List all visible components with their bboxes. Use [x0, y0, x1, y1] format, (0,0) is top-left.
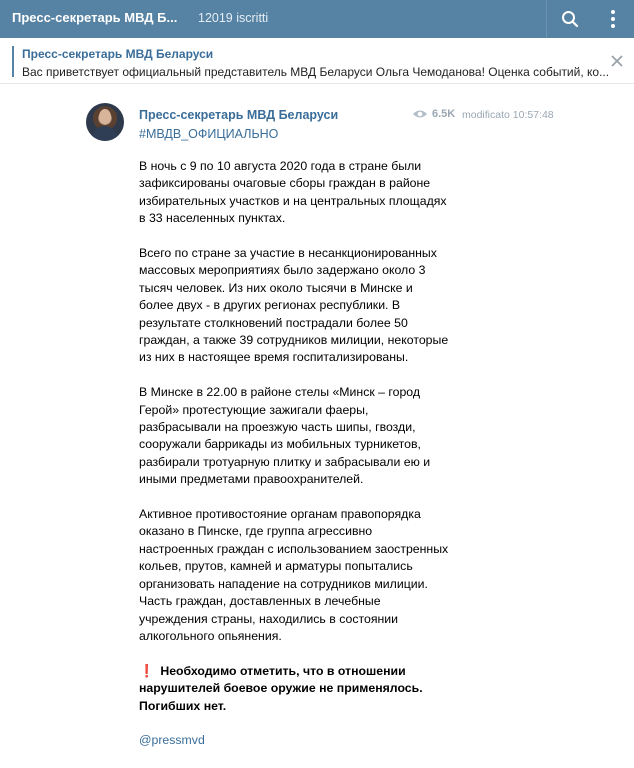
eye-icon	[412, 109, 428, 119]
channel-title[interactable]: Пресс-секретарь МВД Б...	[12, 10, 178, 25]
pinned-message[interactable]	[0, 38, 634, 84]
more-menu-button[interactable]	[591, 0, 634, 38]
post-paragraph: В Минске в 22.00 в районе стелы «Минск – город Герой» протестующие зажигали фаеры, разбрасывали на проезжую часть шипы, гвозди, сооружали баррикады из мобильных турникетов, разбирали тротуарную плитку и забрасывали ею и иными предметами правоохранителей.	[139, 385, 431, 487]
post-paragraph: Активное противостояние органам правопорядка оказано в Пинске, где группа агрессивно настроенных граждан с использованием заостренных кольев, прутов, камней и арматуры попытались организовать нападение на сотрудников милиции. Часть граждан, доставленных в лечебные учреждения страны, находились в состоянии алкогольного опьянения.	[139, 507, 449, 643]
view-count-value: 6.5K	[432, 108, 456, 120]
warning-text: Необходимо отметить, что в отношении нарушителей боевое оружие не применялось. Погибших нет.	[139, 663, 423, 713]
pinned-accent-bar	[12, 46, 14, 77]
post-paragraph: В ночь с 9 по 10 августа 2020 года в стране были зафиксированы очаговые сборы граждан в районе избирательных участков и на центральных площадях в 33 населенных пунктах.	[139, 159, 447, 226]
post-paragraph: Всего по стране за участие в несанкционированных массовых мероприятиях было задержано около 3 тысяч человек. Из них около тысячи в Минске и более двух - в других регионах республики. В результате столкновений пострадали более 50 граждан, а также 39 сотрудников милиции, некоторые из них в настоящее время госпитализированы.	[139, 246, 449, 365]
signature-link[interactable]: @pressmvd	[139, 733, 205, 748]
view-count	[412, 108, 455, 120]
channel-header	[0, 0, 634, 38]
warning-paragraph	[139, 663, 449, 715]
pinned-title: Пресс-секретарь МВД Беларуси	[22, 47, 214, 61]
edited-timestamp: modificato 10:57:48	[462, 109, 554, 121]
exclamation-icon: ❗	[139, 663, 155, 678]
more-vertical-icon	[611, 10, 615, 28]
pinned-text: Вас приветствует официальный представитель МВД Беларуси Ольга Чемоданова! Оценка событий, ко...	[22, 65, 610, 79]
close-icon[interactable]	[608, 52, 626, 70]
subscriber-count: 12019 iscritti	[198, 11, 269, 25]
post-body	[139, 158, 449, 767]
search-button[interactable]	[548, 0, 591, 38]
header-divider	[546, 0, 547, 38]
search-icon	[561, 10, 579, 28]
hashtag-link[interactable]: #МВДВ_ОФИЦИАЛЬНО	[139, 127, 279, 141]
post-author[interactable]: Пресс-секретарь МВД Беларуси	[139, 108, 339, 122]
avatar[interactable]	[86, 103, 124, 141]
